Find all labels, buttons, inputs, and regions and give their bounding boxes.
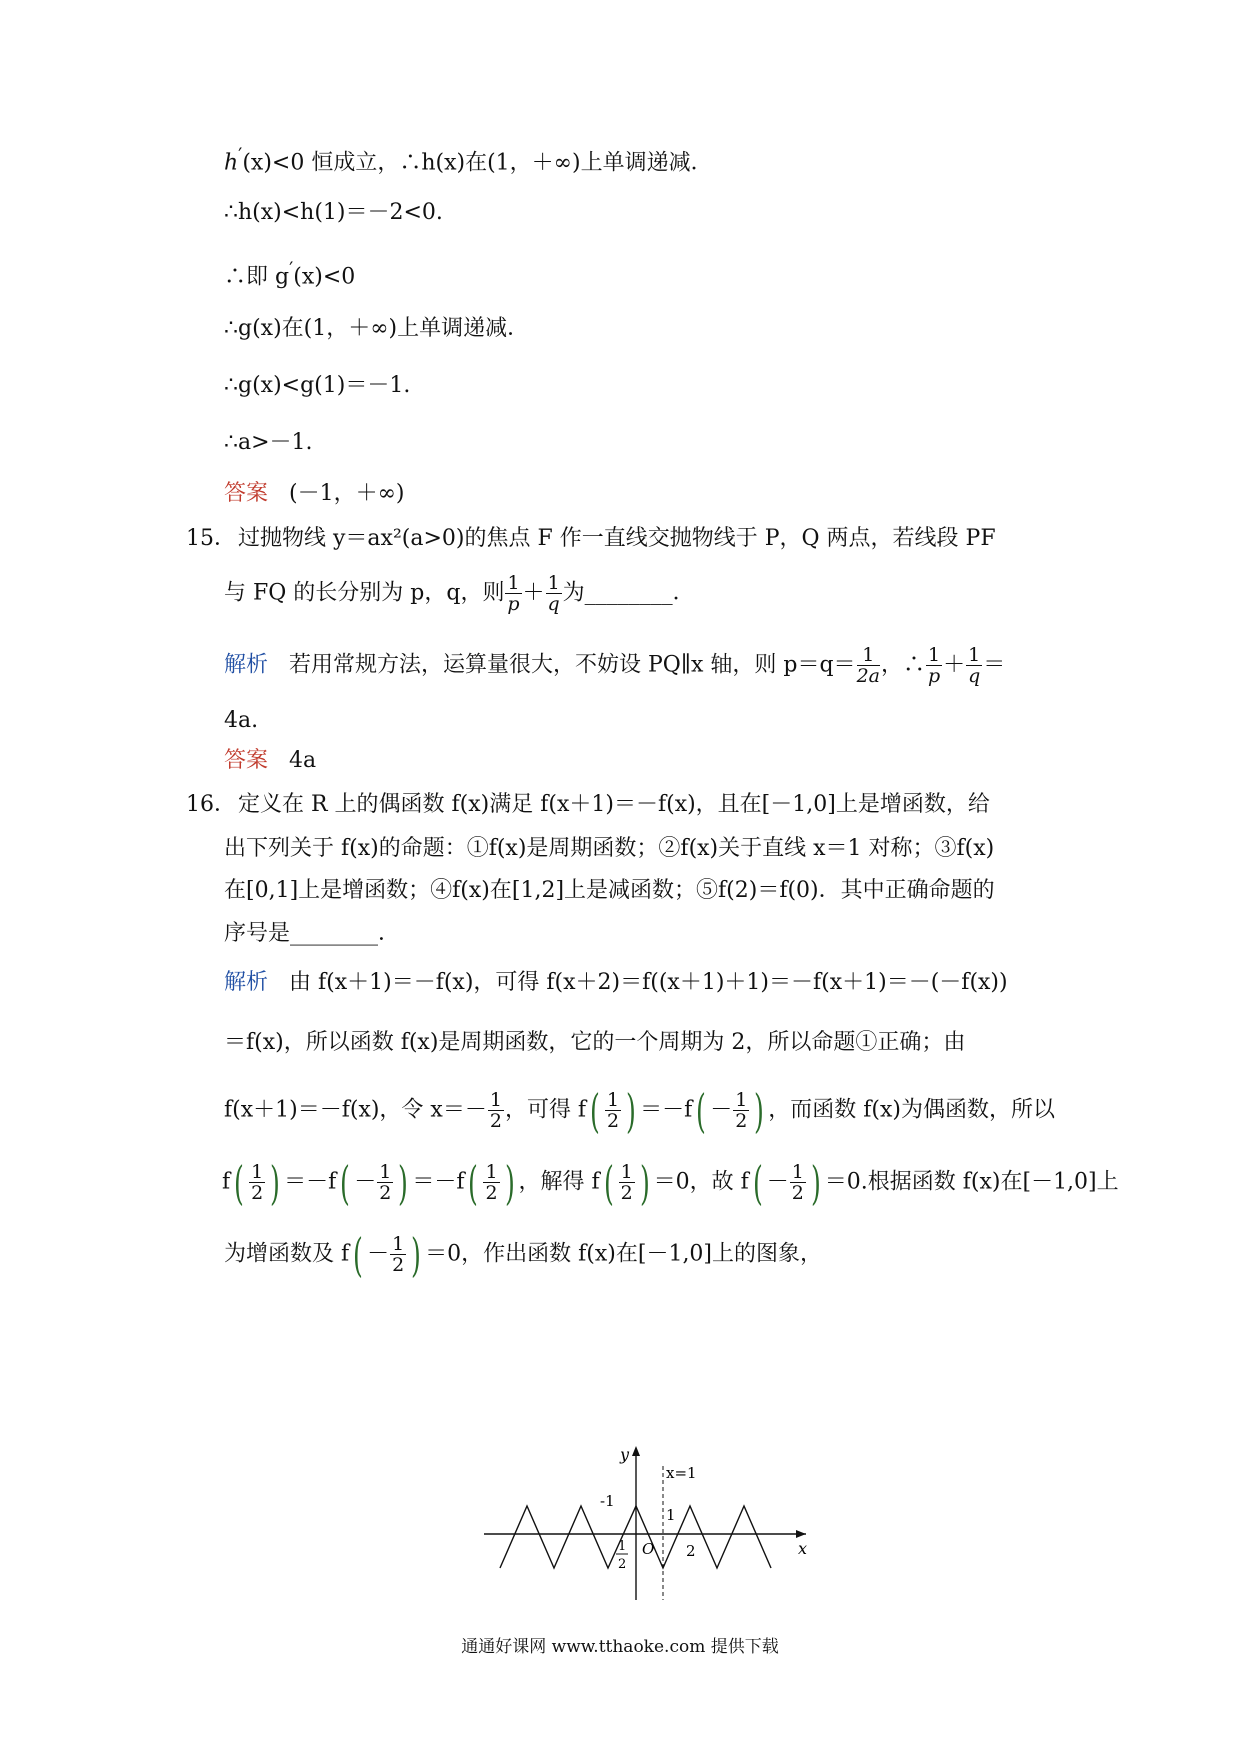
prime: ′ xyxy=(238,145,243,166)
den: 2 xyxy=(392,1254,405,1276)
periodic-function-graph xyxy=(480,1444,810,1602)
text: h xyxy=(224,150,239,176)
paren: ( xyxy=(353,1227,364,1282)
text: (x)<0 xyxy=(293,264,356,290)
text: ，解得 f xyxy=(518,1169,600,1195)
paren: ) xyxy=(626,1083,637,1138)
plus: ＋ xyxy=(943,652,966,678)
num: 1 xyxy=(968,644,981,666)
paren: ( xyxy=(234,1155,245,1210)
text: ＝0.根据函数 f(x)在[－1,0]上 xyxy=(824,1169,1119,1195)
text: 为________． xyxy=(562,580,695,606)
prime: ′ xyxy=(289,259,294,280)
line-6: ∴a>－1. xyxy=(224,430,313,455)
minus: － xyxy=(766,1169,789,1195)
text: 为增函数及 f xyxy=(224,1241,350,1267)
text: ＝0，作出函数 f(x)在[－1,0]上的图象， xyxy=(425,1241,823,1267)
text: ＝0，故 f xyxy=(653,1169,749,1195)
solution-15-line-2: 4a. xyxy=(224,708,259,733)
text: f xyxy=(222,1169,231,1195)
answer-label: 答案 xyxy=(224,481,269,506)
fraction xyxy=(249,1162,265,1203)
num: 1 xyxy=(620,1161,633,1183)
answer-value: 4a xyxy=(289,748,317,773)
fraction xyxy=(390,1234,406,1275)
num: 1 xyxy=(392,1233,405,1255)
num: 1 xyxy=(928,644,941,666)
answer-value: (－1，＋∞) xyxy=(289,481,405,506)
text: ∴即 g xyxy=(224,264,290,290)
tick-2: 2 xyxy=(686,1542,696,1560)
paren: ) xyxy=(810,1155,821,1210)
paren: ) xyxy=(411,1227,422,1282)
fraction xyxy=(619,1162,635,1203)
den: 2a xyxy=(856,665,880,687)
fraction xyxy=(377,1162,393,1203)
q15-line-1: 过抛物线 y＝ax²(a>0)的焦点 F 作一直线交抛物线于 P，Q 两点，若线段 PF xyxy=(238,526,996,551)
tick-neg-1: -1 xyxy=(600,1492,615,1510)
num: 1 xyxy=(507,572,520,594)
equals: ＝ xyxy=(983,652,1006,678)
text: ＝－f xyxy=(412,1169,465,1195)
fraction xyxy=(733,1090,749,1131)
solution-16-line-3 xyxy=(224,1083,1055,1138)
answer-15 xyxy=(224,746,316,776)
line-5: ∴g(x)<g(1)＝－1. xyxy=(224,373,411,398)
answer-label: 答案 xyxy=(224,748,269,773)
text: ，∴ xyxy=(880,652,925,678)
num: 1 xyxy=(485,1161,498,1183)
text: 与 FQ 的长分别为 p，q，则 xyxy=(224,580,505,606)
paren: ( xyxy=(752,1155,763,1210)
fraction xyxy=(966,645,982,686)
num: 1 xyxy=(735,1089,748,1111)
num: 1 xyxy=(607,1089,620,1111)
text: ，可得 f xyxy=(504,1097,587,1123)
paren: ) xyxy=(398,1155,409,1210)
x-label: x xyxy=(798,1539,808,1558)
num: 1 xyxy=(379,1161,392,1183)
fraction xyxy=(857,645,880,686)
q16-line-4: 序号是________． xyxy=(224,921,401,946)
text: (x)<0 恒成立，∴h(x)在(1，＋∞)上单调递减． xyxy=(242,150,713,176)
den: 2 xyxy=(735,1110,748,1132)
line-4: ∴g(x)在(1，＋∞)上单调递减． xyxy=(224,316,530,341)
paren: ) xyxy=(639,1155,650,1210)
den: q xyxy=(547,593,560,615)
solution-label: 解析 xyxy=(224,970,269,995)
den: 2 xyxy=(607,1110,620,1132)
tick-half-den: 2 xyxy=(618,1557,627,1572)
tick-half-num: 1 xyxy=(618,1539,627,1554)
den: p xyxy=(927,665,941,687)
solution-15 xyxy=(224,645,1005,686)
fraction xyxy=(546,573,562,614)
text: ＝－f xyxy=(640,1097,693,1123)
origin-label: O xyxy=(642,1540,655,1558)
text: f(x＋1)＝－f(x)，令 x＝－ xyxy=(224,1097,487,1123)
q16-line-3: 在[0,1]上是增函数；④f(x)在[1,2]上是减函数；⑤f(2)＝f(0)．其中正确命题的 xyxy=(224,878,995,903)
question-number-16: 16． xyxy=(186,792,236,817)
q15-line-2 xyxy=(224,573,695,614)
den: 2 xyxy=(620,1182,633,1204)
fraction xyxy=(483,1162,499,1203)
den: 2 xyxy=(379,1182,392,1204)
num: 1 xyxy=(857,645,880,666)
fraction xyxy=(790,1162,806,1203)
solution-16-line-5 xyxy=(224,1227,823,1282)
paren: ( xyxy=(468,1155,479,1210)
num: 1 xyxy=(791,1161,804,1183)
footer: 通通好课网 www.tthaoke.com 提供下载 xyxy=(461,1637,779,1657)
fraction xyxy=(605,1090,621,1131)
text: ＝－f xyxy=(284,1169,337,1195)
den: q xyxy=(968,665,981,687)
text: 由 f(x＋1)＝－f(x)，可得 f(x＋2)＝f((x＋1)＋1)＝－f(x＋1)＝－(－f(x)) xyxy=(289,970,1008,995)
den: 2 xyxy=(485,1182,498,1204)
paren: ( xyxy=(696,1083,707,1138)
paren: ( xyxy=(340,1155,351,1210)
text: ，而函数 f(x)为偶函数，所以 xyxy=(768,1097,1055,1123)
y-label: y xyxy=(620,1445,630,1464)
paren: ) xyxy=(270,1155,281,1210)
paren: ( xyxy=(603,1155,614,1210)
minus: － xyxy=(710,1097,733,1123)
line-2: ∴h(x)<h(1)＝－2<0. xyxy=(224,200,443,225)
q16-line-2: 出下列关于 f(x)的命题：①f(x)是周期函数；②f(x)关于直线 x＝1 对称；③f(x) xyxy=(224,836,995,861)
line-1 xyxy=(224,141,713,178)
num: 1 xyxy=(489,1089,502,1111)
tick-1: 1 xyxy=(666,1506,676,1524)
answer-14 xyxy=(224,479,405,509)
paren: ( xyxy=(590,1083,600,1138)
den: 2 xyxy=(251,1182,264,1204)
minus: － xyxy=(354,1169,377,1195)
paren: ) xyxy=(754,1083,765,1138)
solution-16-line-2: ＝f(x)，所以函数 f(x)是周期函数，它的一个周期为 2，所以命题①正确；由 xyxy=(224,1030,966,1055)
paren: ) xyxy=(504,1155,515,1210)
num: 1 xyxy=(547,572,560,594)
x-axis-arrow-icon xyxy=(796,1530,806,1538)
x-eq-1-label: x=1 xyxy=(666,1464,697,1482)
den: 2 xyxy=(791,1182,804,1204)
solution-16-line-1 xyxy=(224,968,1008,998)
y-axis-arrow-icon xyxy=(632,1446,640,1456)
solution-label: 解析 xyxy=(224,652,269,678)
num: 1 xyxy=(251,1161,264,1183)
q16-line-1: 定义在 R 上的偶函数 f(x)满足 f(x＋1)＝－f(x)，且在[－1,0]上是增函数，给 xyxy=(238,792,990,817)
question-number-15: 15． xyxy=(186,526,236,551)
fraction xyxy=(488,1090,504,1131)
den: 2 xyxy=(489,1110,502,1132)
fraction xyxy=(926,645,942,686)
den: p xyxy=(507,593,520,615)
plus: ＋ xyxy=(522,580,545,606)
minus: － xyxy=(367,1241,390,1267)
fraction xyxy=(505,573,521,614)
line-3 xyxy=(224,255,355,292)
solution-16-line-4 xyxy=(222,1155,1119,1210)
text: 若用常规方法，运算量很大，不妨设 PQ∥x 轴，则 p＝q＝ xyxy=(289,652,856,678)
